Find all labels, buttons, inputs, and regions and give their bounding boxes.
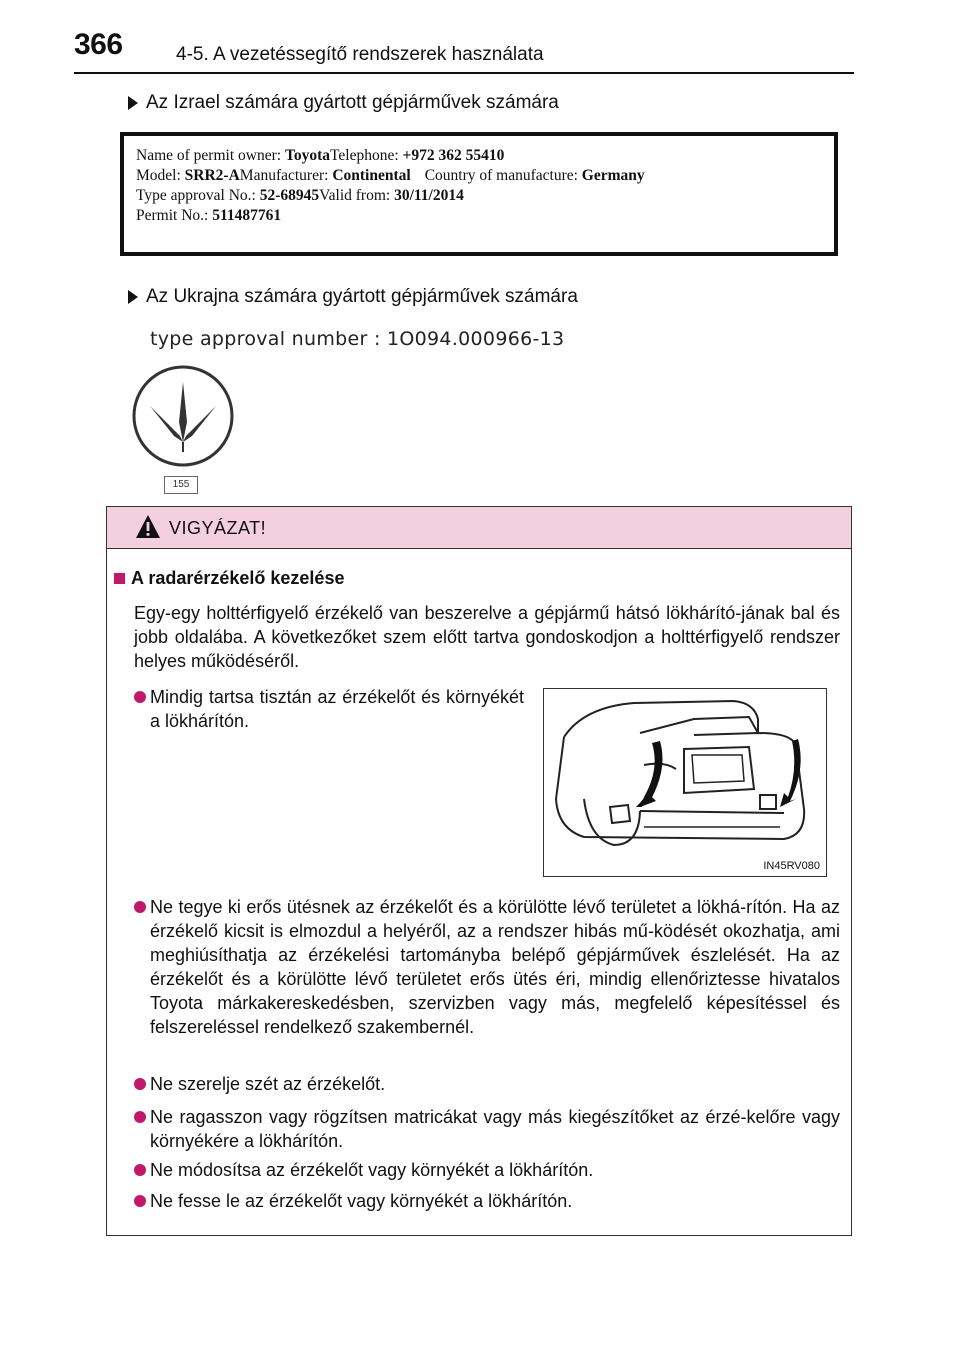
list-item [134, 1072, 840, 1096]
radar-sensor-heading-text: A radarérzékelő kezelése [131, 568, 345, 588]
manufacturer-label: Manufacturer: [239, 167, 333, 184]
bullet-dot-icon [134, 1195, 146, 1207]
model-label: Model: [136, 167, 185, 184]
seal-number: 155 [164, 476, 198, 494]
ukraine-type-approval: type approval number : 1O094.000966-13 [150, 328, 565, 350]
bullet-dot-icon [134, 1078, 146, 1090]
ukraine-heading-text: Az Ukrajna számára gyártott gépjárművek számára [146, 286, 578, 307]
ukraine-conformity-seal-icon [130, 364, 236, 468]
triangle-bullet-icon [128, 290, 138, 304]
type-approval-value: 52-68945 [259, 187, 320, 204]
radar-sensor-heading [114, 568, 344, 589]
bullet-dot-icon [134, 901, 146, 913]
section-title: 4-5. A vezetéssegítő rendszerek használata [176, 44, 544, 65]
type-approval-label: Type approval No.: [136, 187, 260, 204]
list-item-text: Mindig tartsa tisztán az érzékelőt és környékét a lökhárítón. [150, 687, 524, 731]
valid-from-label: Valid from: [319, 187, 395, 204]
list-item [134, 1105, 840, 1153]
model-value: SRR2-A [184, 167, 240, 184]
caution-title: VIGYÁZAT! [169, 518, 267, 538]
header-divider [74, 72, 854, 74]
permit-line-4 [136, 206, 834, 226]
list-item [134, 895, 840, 1039]
permit-line-3 [136, 186, 834, 206]
caution-header [107, 507, 851, 549]
bumper-sensor-figure [543, 688, 827, 877]
telephone-label: Telephone: [330, 147, 403, 164]
manufacturer-value: Continental [332, 167, 411, 184]
permit-no-label: Permit No.: [136, 207, 213, 224]
permit-owner-label: Name of permit owner: [136, 147, 285, 164]
square-bullet-icon [114, 573, 125, 584]
list-item [134, 685, 524, 733]
permit-no-value: 511487761 [212, 207, 282, 224]
list-item [134, 1158, 840, 1182]
telephone-value: +972 362 55410 [402, 147, 505, 164]
list-item-text: Ne tegye ki erős ütésnek az érzékelőt és a körülötte lévő területet a lökhá-rítón. Ha az érzékelő kicsit is elmozdul a helyéről, az a rendszer hibás mű-ködését okozhatja, ami meghiúsíthatja az érzékelési tartományba belépő gépjárművek észlelését. Ha az érzékelőt és a körülötte lévő területet erős ütés éri, mindig ellenőriztesse hivatalos Toyota márkakereskedésben, szervizben vagy más, megfelelő képesítéssel és felszereléssel rendelkező szakembernél. [150, 897, 840, 1037]
country-label: Country of manufacture: [424, 167, 582, 184]
permit-owner-value: Toyota [284, 147, 331, 164]
intro-paragraph: Egy-egy holttérfigyelő érzékelő van beszerelve a gépjármű hátsó lökhárító-jának bal és jobb oldalába. A következőket szem előtt tartva gondoskodjon a holttérfigyelő rendszer helyes működéséről. [134, 603, 840, 671]
bullet-dot-icon [134, 1111, 146, 1123]
list-item-text: Ne fesse le az érzékelőt vagy környékét a lökhárítón. [150, 1191, 573, 1211]
israel-heading [128, 92, 559, 114]
car-rear-illustration [544, 689, 825, 875]
list-item-text: Ne szerelje szét az érzékelőt. [150, 1074, 386, 1094]
list-item-text: Ne ragasszon vagy rögzítsen matricákat vagy más kiegészítőket az érzé-kelőre vagy környékére a lökhárítón. [150, 1107, 840, 1151]
page-number: 366 [74, 28, 123, 61]
figure-label: IN45RV080 [763, 860, 820, 872]
israel-heading-text: Az Izrael számára gyártott gépjárművek számára [146, 92, 559, 113]
valid-from-value: 30/11/2014 [394, 187, 464, 204]
permit-line-2 [136, 166, 834, 186]
permit-line-1 [136, 146, 834, 166]
israel-permit-label [120, 132, 838, 256]
bullet-dot-icon [134, 691, 146, 703]
triangle-bullet-icon [128, 96, 138, 110]
bullet-dot-icon [134, 1164, 146, 1176]
ukraine-heading [128, 286, 578, 308]
list-item-text: Ne módosítsa az érzékelőt vagy környékét a lökhárítón. [150, 1160, 594, 1180]
list-item [134, 1189, 840, 1213]
country-value: Germany [581, 167, 645, 184]
warning-icon [135, 514, 161, 540]
